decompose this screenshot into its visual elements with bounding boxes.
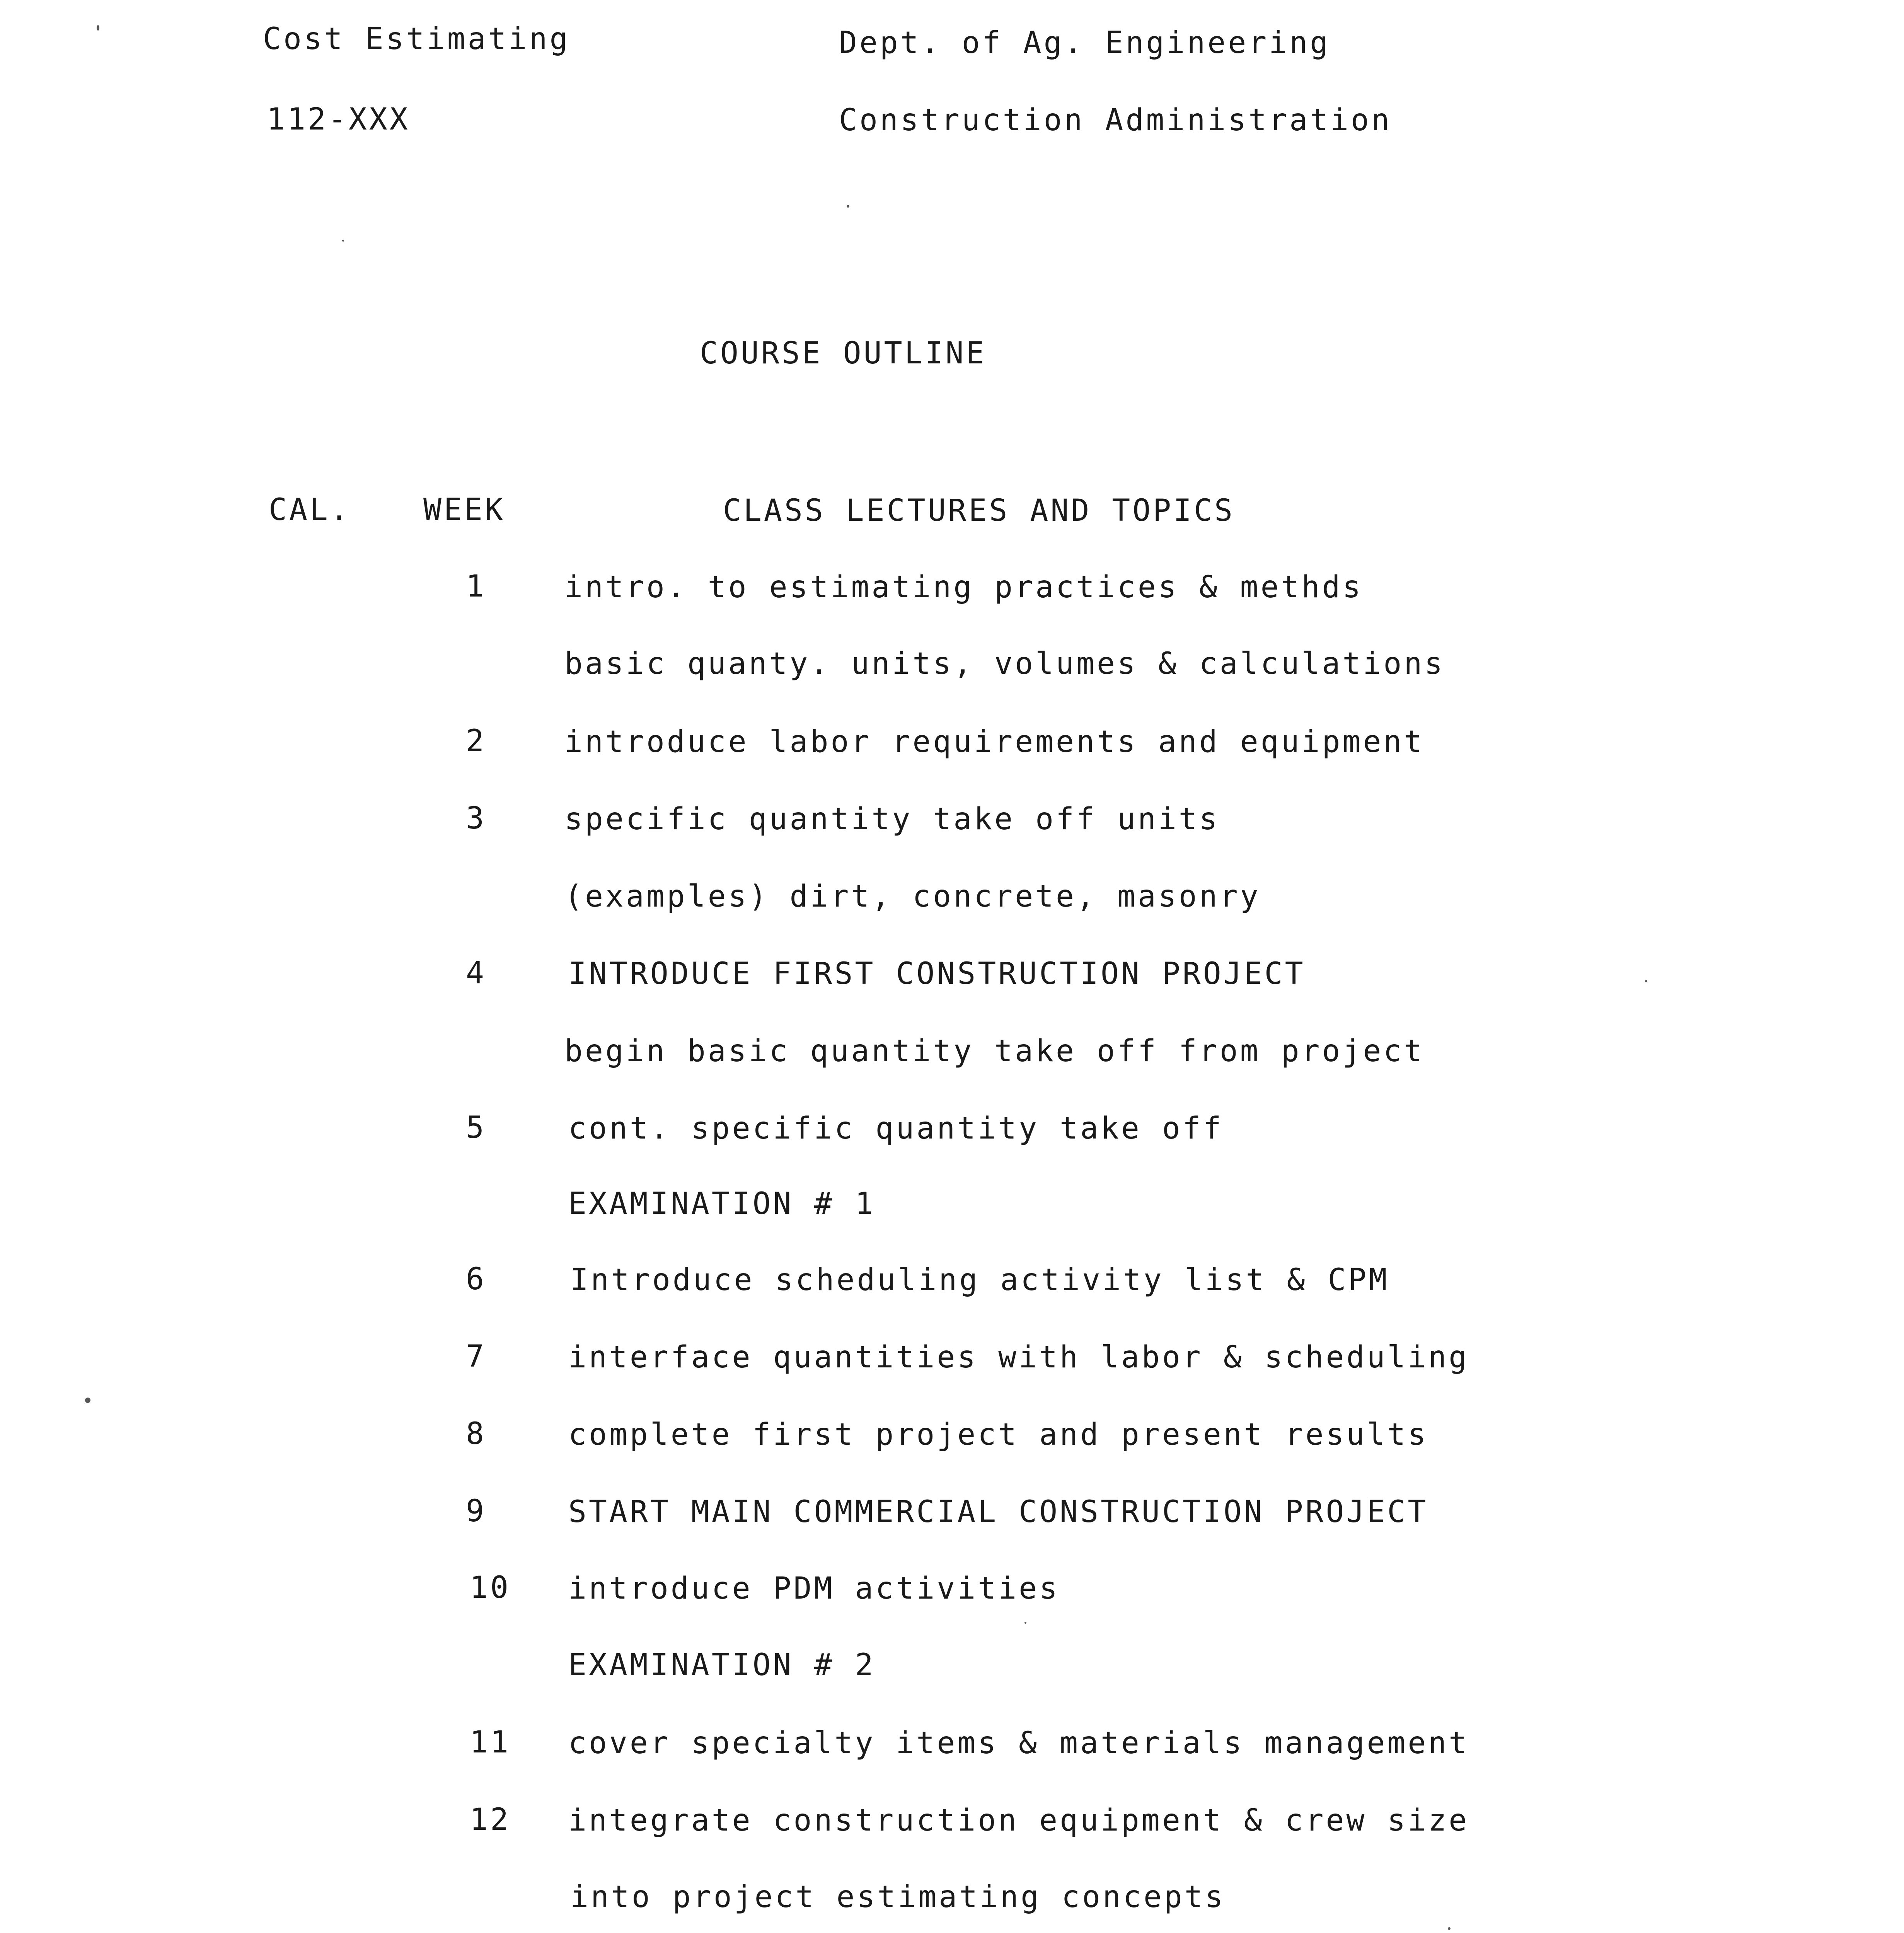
column-header-topics: CLASS LECTURES AND TOPICS (723, 493, 1235, 528)
topic-text: Introduce scheduling activity list & CPM (570, 1263, 1389, 1297)
scan-speck (1448, 1927, 1451, 1930)
week-number: 6 (466, 1262, 486, 1297)
topic-text: specific quantity take off units (564, 802, 1220, 837)
course-name: Cost Estimating (263, 22, 570, 56)
scan-speck (342, 240, 344, 242)
topic-text: cover specialty items & materials management (568, 1726, 1469, 1761)
topic-text: complete first project and present results (568, 1417, 1428, 1452)
week-number: 5 (466, 1110, 486, 1145)
week-number: 2 (466, 724, 486, 759)
topic-text: introduce PDM activities (568, 1571, 1060, 1606)
week-number: 12 (470, 1802, 511, 1837)
topic-text: EXAMINATION # 2 (568, 1648, 876, 1682)
topic-text: cont. specific quantity take off (568, 1111, 1224, 1146)
week-number: 1 (466, 569, 486, 604)
week-number: 8 (466, 1417, 486, 1451)
column-header-cal: CAL. (269, 493, 351, 527)
scan-speck (1645, 980, 1647, 982)
week-number: 9 (466, 1494, 486, 1529)
scan-speck (1024, 1622, 1026, 1624)
scan-speck (97, 25, 99, 31)
topic-text: START MAIN COMMERCIAL CONSTRUCTION PROJECT (568, 1495, 1428, 1529)
course-number: 112-XXX (267, 102, 410, 137)
week-number: 7 (466, 1339, 486, 1374)
scan-speck (847, 205, 849, 208)
topic-text: into project estimating concepts (570, 1880, 1226, 1914)
topic-text: EXAMINATION # 1 (568, 1186, 876, 1221)
week-number: 4 (466, 956, 486, 990)
topic-text: intro. to estimating practices & methds (564, 570, 1363, 605)
topic-text: begin basic quantity take off from project (564, 1034, 1425, 1069)
column-header-week: WEEK (423, 493, 505, 527)
page-title: COURSE OUTLINE (700, 336, 987, 371)
week-number: 10 (470, 1570, 511, 1605)
topic-text: interface quantities with labor & scheduling (568, 1340, 1469, 1375)
topic-text: integrate construction equipment & crew size (568, 1803, 1469, 1838)
week-number: 11 (470, 1725, 511, 1760)
week-number: 3 (466, 801, 486, 836)
program-name: Construction Administration (839, 103, 1392, 138)
topic-text: INTRODUCE FIRST CONSTRUCTION PROJECT (568, 956, 1306, 991)
topic-text: introduce labor requirements and equipment (564, 724, 1425, 759)
topic-text: basic quanty. units, volumes & calculations (564, 646, 1445, 681)
scan-speck (85, 1398, 90, 1403)
topic-text: (examples) dirt, concrete, masonry (564, 879, 1261, 914)
department-name: Dept. of Ag. Engineering (839, 26, 1331, 60)
